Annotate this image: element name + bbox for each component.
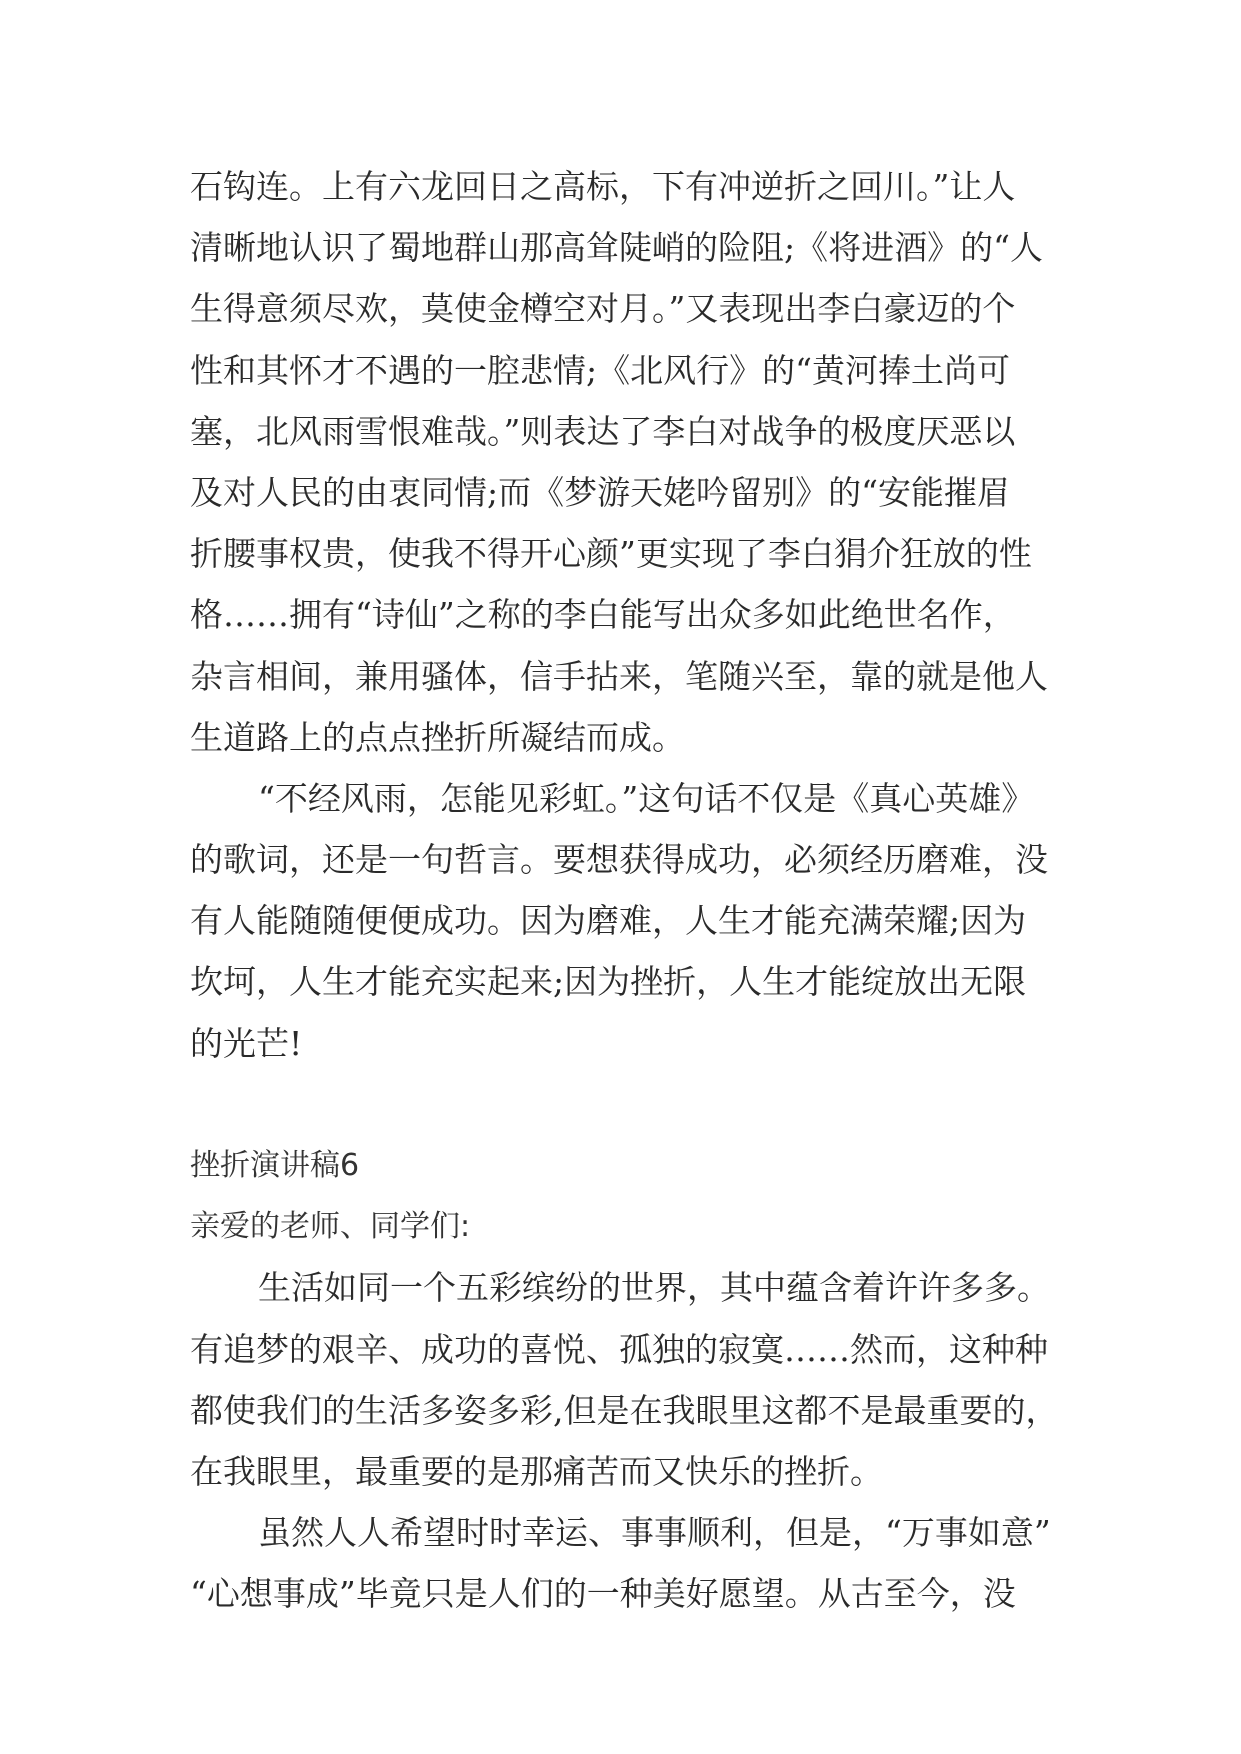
text-line: 在我眼里，最重要的是那痛苦而又快乐的挫折。 — [190, 1451, 883, 1491]
text-line: 生道路上的点点挫折所凝结而成。 — [190, 717, 685, 757]
document-body — [190, 156, 1060, 1625]
section-title: 挫折演讲稿6 — [190, 1148, 360, 1183]
text-line: 杂言相间，兼用骚体，信手拈来，笔随兴至，靠的就是他人 — [190, 656, 1048, 696]
paragraph-wishes — [190, 1502, 1060, 1624]
text-line: 虽然人人希望时时幸运、事事顺利，但是，“万事如意” — [258, 1513, 1051, 1553]
text-line: 性和其怀才不遇的一腔悲情;《北风行》的“黄河捧土尚可 — [190, 350, 1010, 390]
text-line: 坎坷，人生才能充实起来;因为挫折，人生才能绽放出无限 — [190, 962, 1027, 1002]
text-line: 格……拥有“诗仙”之称的李白能写出众多如此绝世名作， — [190, 595, 1016, 635]
text-line: “心想事成”毕竟只是人们的一种美好愿望。从古至今，没 — [190, 1574, 1016, 1614]
text-line: 的歌词，还是一句哲言。要想获得成功，必须经历磨难，没 — [190, 840, 1048, 880]
text-line: 生得意须尽欢，莫使金樽空对月。”又表现出李白豪迈的个 — [190, 289, 1016, 329]
text-line: 石钩连。上有六龙回日之高标，下有冲逆折之回川。”让人 — [190, 167, 1016, 206]
text-line: 有追梦的艰辛、成功的喜悦、孤独的寂寞……然而，这种种 — [190, 1329, 1048, 1369]
greeting: 亲爱的老师、同学们: — [190, 1209, 471, 1245]
text-line: 都使我们的生活多姿多彩,但是在我眼里这都不是最重要的， — [190, 1390, 1059, 1430]
text-line: 及对人民的由衷同情;而《梦游天姥吟留别》的“安能摧眉 — [190, 472, 1010, 512]
text-line: 有人能随随便便成功。因为磨难，人生才能充满荣耀;因为 — [190, 901, 1027, 941]
text-line: 的光芒! — [190, 1023, 303, 1063]
text-line: 折腰事权贵，使我不得开心颜”更实现了李白狷介狂放的性 — [190, 534, 1032, 574]
section-spacer — [190, 1074, 1060, 1135]
text-line: “不经风雨，怎能见彩虹。”这句话不仅是《真心英雄》 — [258, 778, 1035, 818]
paragraph-li-bai — [190, 156, 1060, 768]
paragraph-life — [190, 1257, 1060, 1502]
paragraph-rainbow — [190, 768, 1060, 1074]
text-line: 生活如同一个五彩缤纷的世界，其中蕴含着许许多多。 — [258, 1268, 1050, 1308]
text-line: 清晰地认识了蜀地群山那高耸陡峭的险阻;《将进酒》的“人 — [190, 228, 1043, 268]
text-line: 塞，北风雨雪恨难哉。”则表达了李白对战争的极度厌恶以 — [190, 411, 1016, 451]
